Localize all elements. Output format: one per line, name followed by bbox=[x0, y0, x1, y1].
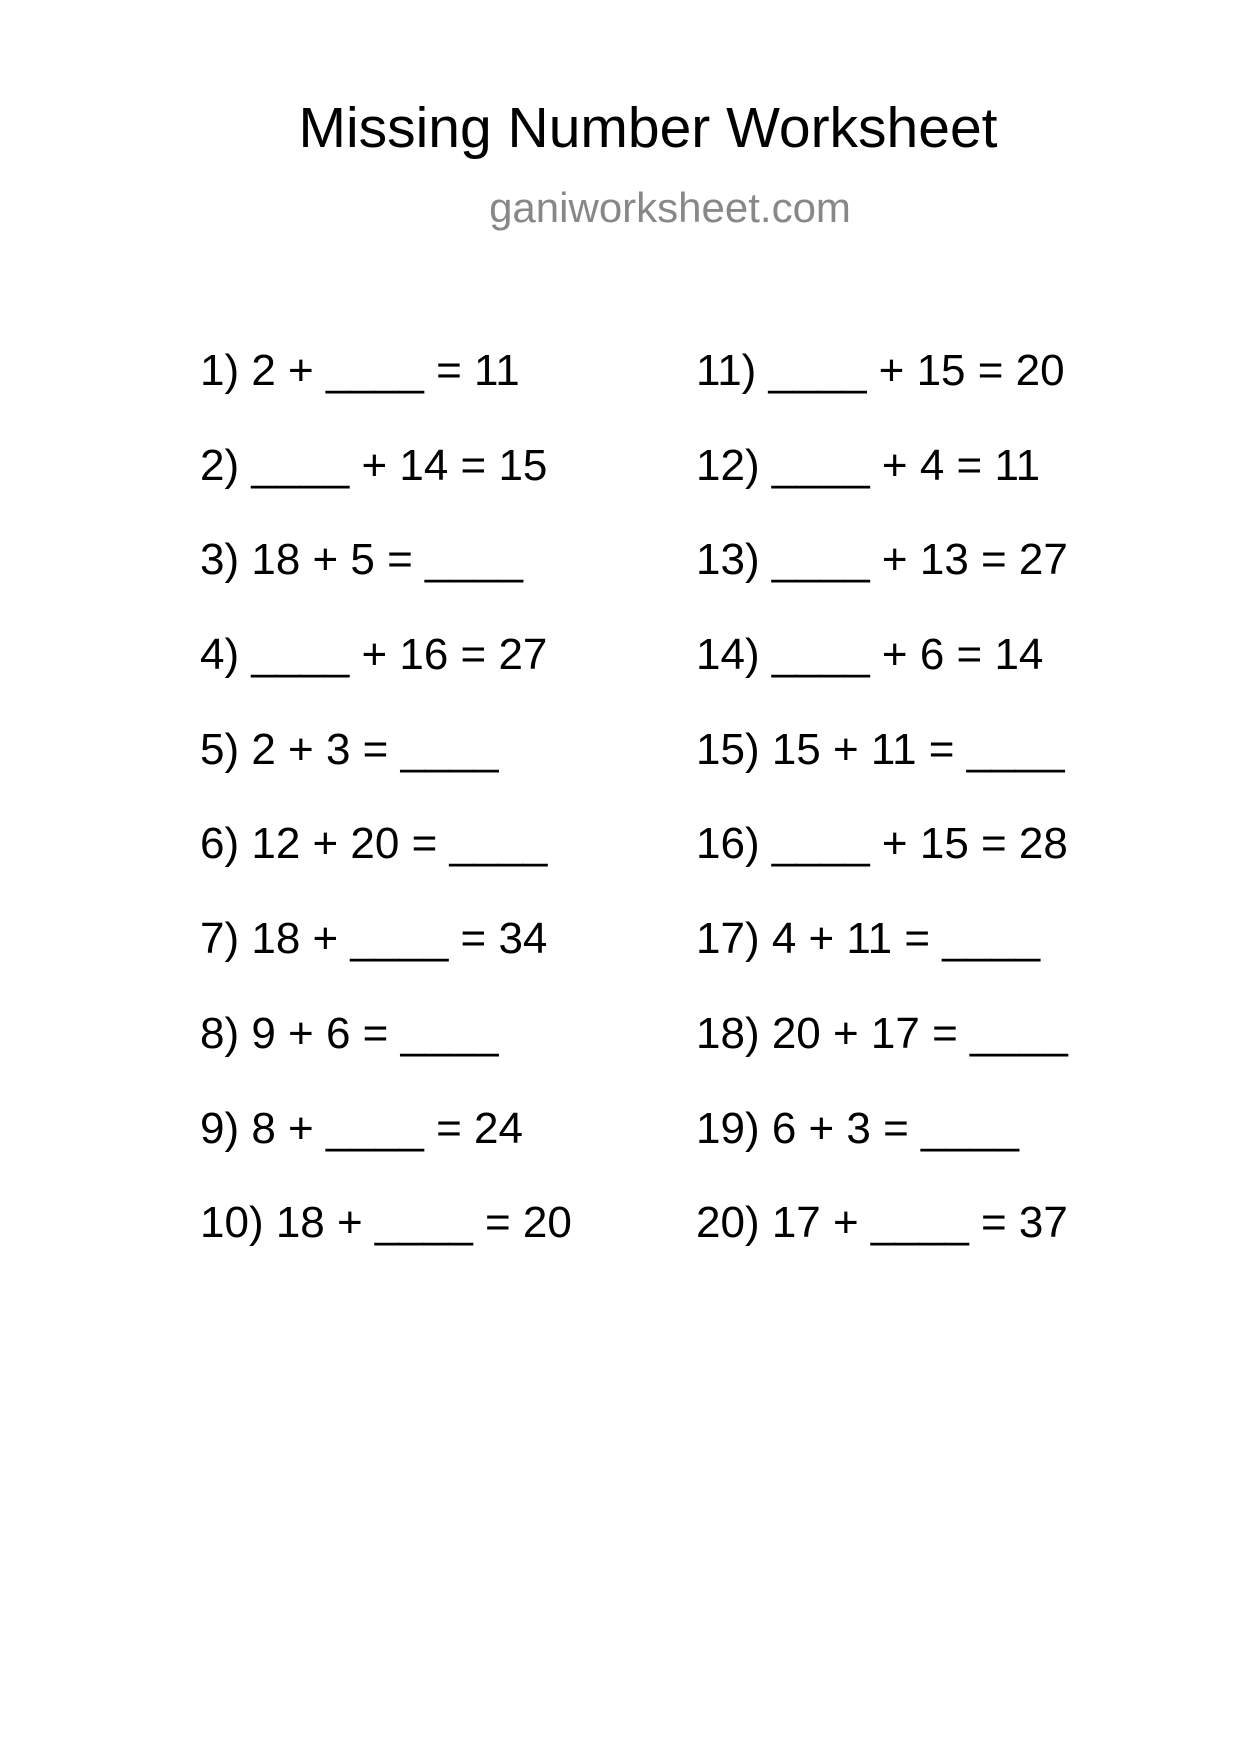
problem-3: 3) 18 + 5 = ____ bbox=[200, 535, 523, 585]
website-subtitle: ganiworksheet.com bbox=[489, 184, 851, 231]
problem-17: 17) 4 + 11 = ____ bbox=[696, 914, 1041, 964]
problem-9: 9) 8 + ____ = 24 bbox=[200, 1103, 523, 1153]
problem-5: 5) 2 + 3 = ____ bbox=[200, 724, 499, 774]
problem-13: 13) ____ + 13 = 27 bbox=[696, 535, 1068, 585]
problem-18: 18) 20 + 17 = ____ bbox=[696, 1008, 1068, 1058]
problem-4: 4) ____ + 16 = 27 bbox=[200, 630, 548, 680]
problem-12: 12) ____ + 4 = 11 bbox=[696, 440, 1041, 490]
problem-2: 2) ____ + 14 = 15 bbox=[200, 440, 548, 490]
problems-right-column bbox=[696, 345, 1068, 1292]
problem-14: 14) ____ + 6 = 14 bbox=[696, 630, 1044, 680]
problem-6: 6) 12 + 20 = ____ bbox=[200, 819, 548, 869]
worksheet-title: Missing Number Worksheet bbox=[298, 96, 998, 160]
problems-left-column bbox=[200, 345, 572, 1292]
problem-11: 11) ____ + 15 = 20 bbox=[696, 346, 1065, 395]
problem-20: 20) 17 + ____ = 37 bbox=[696, 1198, 1068, 1248]
problem-10: 10) 18 + ____ = 20 bbox=[200, 1198, 572, 1248]
problem-19: 19) 6 + 3 = ____ bbox=[696, 1103, 1019, 1153]
problem-8: 8) 9 + 6 = ____ bbox=[200, 1008, 499, 1058]
problem-1: 1) 2 + ____ = 11 bbox=[200, 346, 520, 395]
problem-15: 15) 15 + 11 = ____ bbox=[696, 724, 1065, 774]
problem-16: 16) ____ + 15 = 28 bbox=[696, 819, 1068, 869]
problem-7: 7) 18 + ____ = 34 bbox=[200, 914, 548, 964]
